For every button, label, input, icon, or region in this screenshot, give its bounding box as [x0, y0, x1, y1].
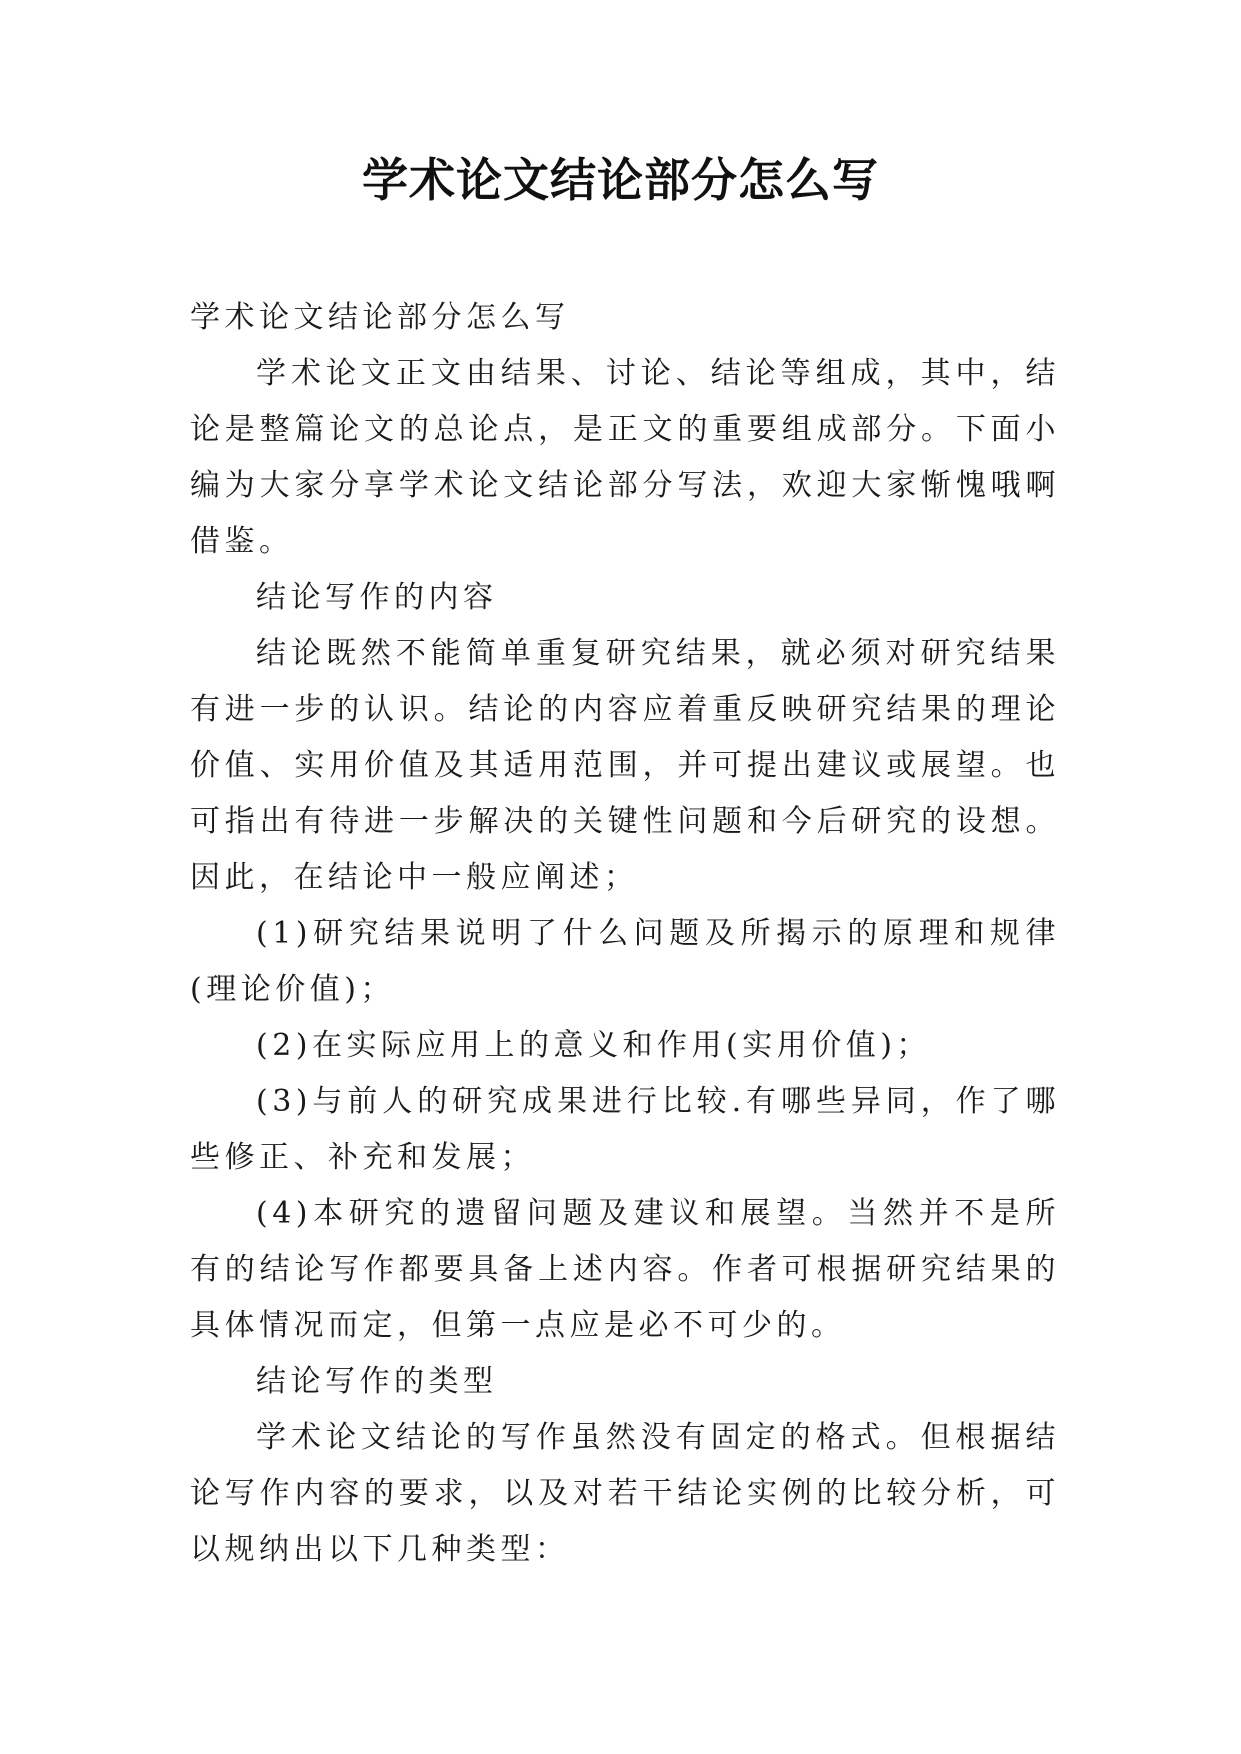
list-item-1: (1)研究结果说明了什么问题及所揭示的原理和规律(理论价值)；: [190, 916, 1060, 1007]
paragraph-content: 结论既然不能简单重复研究结果，就必须对研究结果有进一步的认识。结论的内容应着重反映研究结果的理论价值、实用价值及其适用范围，并可提出建议或展望。也可指出有待进一步解决的关键性问题和今后研究的设想。因此，在结论中一般应阐述；: [190, 636, 1060, 895]
document-body: [190, 290, 1060, 1578]
paragraph-types: 学术论文结论的写作虽然没有固定的格式。但根据结论写作内容的要求，以及对若干结论实例的比较分析，可以规纳出以下几种类型：: [190, 1420, 1060, 1567]
list-item-3: (3)与前人的研究成果进行比较.有哪些异同，作了哪些修正、补充和发展；: [190, 1084, 1060, 1175]
list-item-2: (2)在实际应用上的意义和作用(实用价值)；: [256, 1028, 931, 1063]
page-title: 学术论文结论部分怎么写: [362, 153, 879, 207]
paragraph-subtitle: 学术论文结论部分怎么写: [190, 300, 570, 335]
paragraph-intro: 学术论文正文由结果、讨论、结论等组成，其中，结论是整篇论文的总论点，是正文的重要组成部分。下面小编为大家分享学术论文结论部分写法，欢迎大家惭愧哦啊借鉴。: [190, 356, 1060, 559]
list-item-4: (4)本研究的遗留问题及建议和展望。当然并不是所有的结论写作都要具备上述内容。作者可根据研究结果的具体情况而定，但第一点应是必不可少的。: [190, 1196, 1060, 1343]
section-heading-content: 结论写作的内容: [256, 580, 498, 615]
section-heading-types: 结论写作的类型: [256, 1364, 498, 1399]
